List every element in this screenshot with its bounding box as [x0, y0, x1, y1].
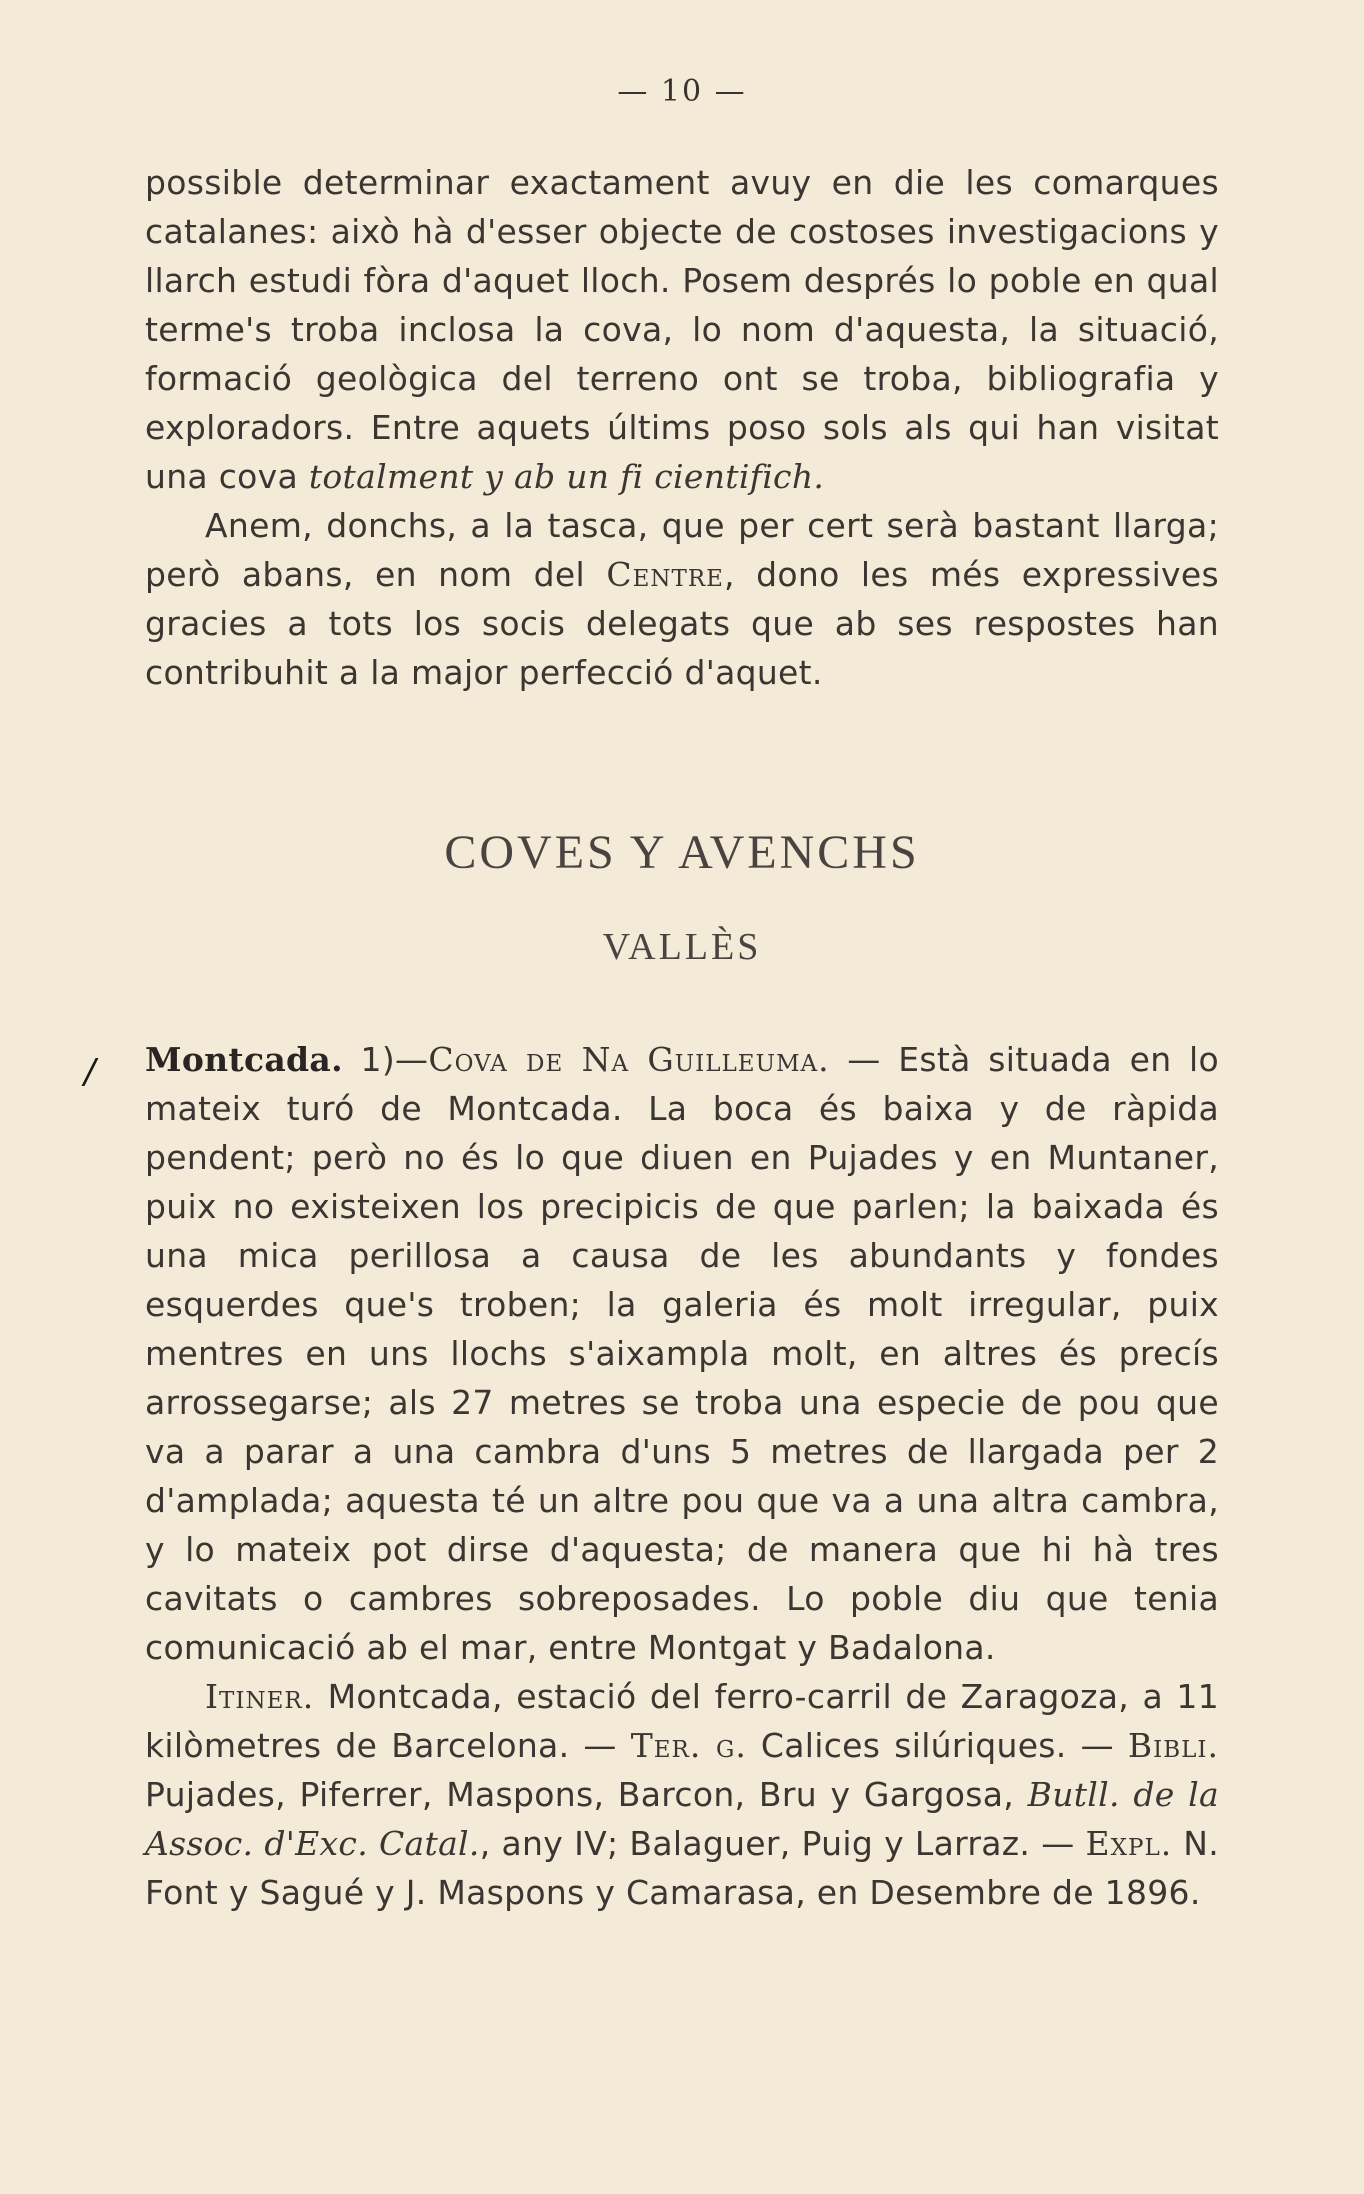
bibli-label: Bibli. — [1127, 1726, 1219, 1765]
entry-paragraph — [145, 1035, 1219, 1672]
bibli-after: , any IV; Balaguer, Puig y Larraz. — — [479, 1824, 1086, 1863]
section-heading: COVES Y AVENCHS — [444, 826, 920, 879]
expl-label: Expl. — [1085, 1824, 1173, 1863]
intro-p2-centre: Centre — [606, 555, 724, 594]
itiner-label: Itiner. — [205, 1677, 315, 1716]
intro-p2-rest: , dono les més expressives gracies a tots los socis delegats que ab ses respostes han contribuhit a la major perfecció d'aquet. — [145, 555, 1219, 692]
margin-mark: / — [84, 1052, 96, 1092]
intro-p1-italic: totalment y ab un fi cientifich. — [308, 457, 825, 496]
entry-cave-name: Cova de Na Guilleuma. — [428, 1040, 830, 1079]
intro-p1-text: possible determinar exactament avuy en die les comarques catalanes: això hà d'esser objecte de costoses investigacions y llarch estudi fòra d'aquet lloch. Posem després lo poble en qual terme's troba inclosa la cova, lo nom d'aquesta, la situació, formació geològica del terreno ont se troba, bibliografia y exploradors. Entre aquets últims poso sols als qui han visitat una cova — [145, 163, 1219, 496]
intro-p2-text: Anem, donchs, a la tasca, que per cert serà bastant llarga; però abans, en nom del — [145, 506, 1219, 594]
ter-label: Ter. g. — [630, 1726, 747, 1765]
bibli-text: Pujades, Piferrer, Maspons, Barcon, Bru y Gargosa, — [145, 1775, 1028, 1814]
itiner-text: Montcada, estació del ferro-carril de Zaragoza, a 11 kilòmetres de Barcelona. — — [145, 1677, 1219, 1765]
bibli-italic: Butll. de la Assoc. d'Exc. Catal. — [145, 1775, 1219, 1863]
ter-text: Calices silúriques. — — [746, 1726, 1128, 1765]
cave-entry — [145, 1035, 1219, 1917]
intro-paragraph-2 — [145, 501, 1219, 697]
intro-paragraph-1 — [145, 158, 1219, 501]
intro-text — [145, 158, 1219, 697]
entry-number: 1)— — [342, 1040, 429, 1079]
entry-description: — Està situada en lo mateix turó de Montcada. La boca és baixa y de ràpida pendent; però no és lo que diuen en Pujades y en Muntaner, puix no existeixen los precipicis de que parlen; la baixada és una mica perillosa a causa de les abundants y fondes esquerdes que's troben; la galeria és molt irregular, puix mentres en uns llochs s'aixampla molt, en altres és precís arrossegarse; als 27 metres se troba una especie de pou que va a parar a una cambra d'uns 5 metres de llargada per 2 d'amplada; aquesta té un altre pou que va a una altra cambra, y lo mateix pot dirse d'aquesta; de manera que hi hà tres cavitats o cambres sobreposades. Lo poble diu que tenia comunicació ab el mar, entre Montgat y Badalona. — [145, 1040, 1220, 1667]
expl-text: N. Font y Sagué y J. Maspons y Camarasa, en Desembre de 1896. — [145, 1824, 1219, 1912]
entry-place: Montcada. — [145, 1040, 343, 1079]
section-subheading: VALLÈS — [602, 926, 762, 968]
page-number: — 10 — — [617, 74, 747, 109]
entry-references — [145, 1672, 1219, 1917]
